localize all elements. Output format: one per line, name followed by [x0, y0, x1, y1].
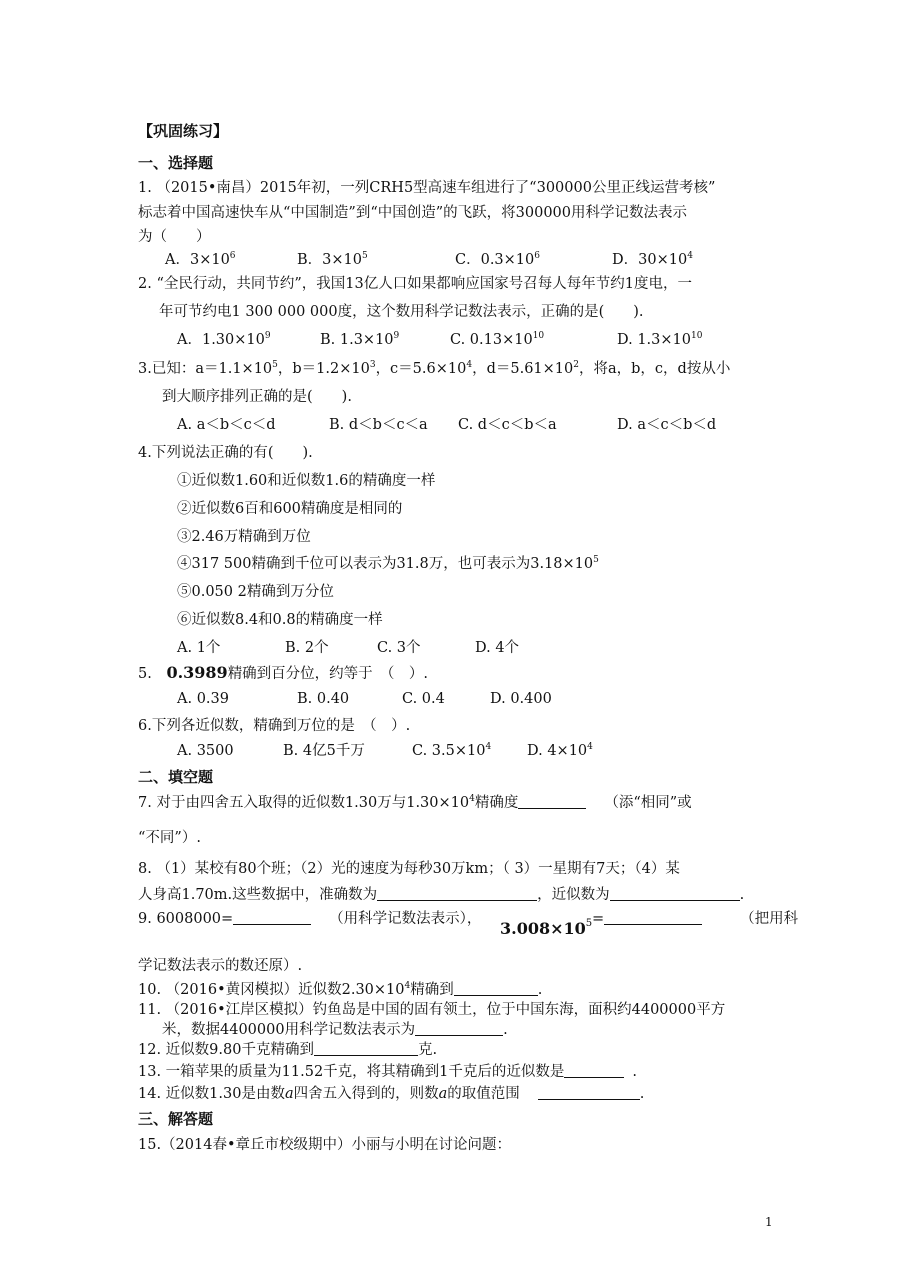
- q12-blank[interactable]: [314, 1042, 418, 1056]
- q4-statement-1: ①近似数1.60和近似数1.6的精确度一样: [177, 473, 436, 489]
- q3-option-a: A. a＜b＜c＜d: [177, 417, 276, 433]
- q4-line1: 4.下列说法正确的有( ).: [138, 445, 313, 461]
- page-number: 1: [765, 1215, 773, 1229]
- q1-option-a: A．$3\times 10^6$: [165, 251, 236, 268]
- q4-statement-4: ④317 500精确到千位可以表示为31.8万，也可表示为$3.18\times 10^5$: [177, 555, 599, 572]
- section-title: 【巩固练习】: [138, 122, 229, 140]
- q4-option-c: C. 3个: [377, 640, 421, 656]
- q2-option-a: A．$1.30\times 10^9$: [177, 331, 271, 348]
- q8-line2: 人身高1.70m.这些数据中，准确数为 ，近似数为 .: [138, 887, 745, 903]
- q1-option-b: B．$3\times 10^5$: [297, 251, 368, 268]
- q11-blank[interactable]: [415, 1022, 503, 1036]
- q4-statement-5: ⑤0.050 2精确到万分位: [177, 584, 334, 600]
- q5-option-b: B. 0.40: [297, 691, 350, 707]
- q4-option-b: B. 2个: [285, 640, 329, 656]
- q9-blank-2[interactable]: [604, 911, 702, 925]
- q15-line: 15.（2014春•章丘市校级期中）小丽与小明在讨论问题：: [138, 1137, 512, 1153]
- q6-option-d: D. $4\times 10^4$: [527, 742, 593, 759]
- q14-line: 14. 近似数1.30是由数a四舍五入得到的，则数a的取值范围 .: [138, 1086, 645, 1102]
- q8-line1: 8. （1）某校有80个班；（2）光的速度为每秒30万km；（ 3）一星期有7天；（4）某: [138, 861, 680, 877]
- q9-blank-1[interactable]: [233, 911, 311, 925]
- q8-blank-exact[interactable]: [377, 887, 537, 901]
- q6-option-c: C. $3.5\times 10^4$: [412, 742, 492, 759]
- q5-option-a: A. 0.39: [177, 691, 229, 707]
- q5-option-d: D. 0.400: [490, 691, 552, 707]
- q4-option-a: A. 1个: [177, 640, 221, 656]
- q6-line1: 6.下列各近似数，精确到万位的是 （ ）.: [138, 718, 411, 734]
- q3-line1: 3.已知：$a=1.1\times 10^5$，$b=1.2\times 10^3$，$c=5.6\times 10^4$，$d=5.61\times 10^2$，将a，b，c，d按从小: [138, 360, 731, 377]
- q3-line2: 到大顺序排列正确的是( ).: [162, 389, 352, 405]
- q2-line1: 2. “全民行动，共同节约”，我国13亿人口如果都响应国家号召每人每年节约1度电，一: [138, 276, 692, 292]
- q11-line1: 11. （2016•江岸区模拟）钓鱼岛是中国的固有领土，位于中国东海，面积约4400000平方: [138, 1002, 726, 1018]
- q9-line1: 9. 6008000= （用科学记数法表示），: [138, 911, 482, 927]
- q4-statement-6: ⑥近似数8.4和0.8的精确度一样: [177, 612, 383, 628]
- q13-line: 13. 一箱苹果的质量为11.52千克，将其精确到1千克后的近似数是 .: [138, 1064, 638, 1080]
- q4-statement-2: ②近似数6百和600精确度是相同的: [177, 501, 403, 517]
- q3-option-c: C. d＜c＜b＜a: [458, 417, 557, 433]
- heading-answer: 三、解答题: [138, 1110, 214, 1128]
- heading-choice: 一、选择题: [138, 154, 214, 172]
- q1-line3: 为（ ）: [138, 229, 211, 245]
- q8-blank-approx[interactable]: [610, 887, 740, 901]
- q2-option-c: C. $0.13\times 10^{10}$: [450, 331, 545, 348]
- q9-line2: 学记数法表示的数还原）.: [138, 958, 303, 974]
- q1-line2: 标志着中国高速快车从“中国制造”到“中国创造”的飞跃，将300000用科学记数法表示: [138, 205, 688, 221]
- q9-line1-end: = （把用科: [592, 911, 799, 927]
- q1-line1: 1. （2015•南昌）2015年初，一列CRH5型高速车组进行了“300000公里正线运营考核”: [138, 180, 716, 196]
- q7-line1: 7. 对于由四舍五入取得的近似数1.30万与$1.30\times 10^4$精确度 （添“相同”或: [138, 794, 692, 811]
- q3-option-d: D. a＜c＜b＜d: [617, 417, 717, 433]
- q5-line1: 5. 0.3989精确到百分位，约等于 （ ）.: [138, 663, 429, 682]
- q6-option-b: B. 4亿5千万: [283, 743, 365, 759]
- q7-line2: “不同”）.: [138, 830, 201, 846]
- q9-expression: $3.008\times 10^5$: [500, 918, 593, 938]
- q6-option-a: A. 3500: [177, 743, 234, 759]
- q1-option-d: D．$30\times 10^4$: [612, 251, 693, 268]
- heading-fill-blank: 二、填空题: [138, 768, 214, 786]
- q2-line2: 年可节约电1 300 000 000度，这个数用科学记数法表示，正确的是( ).: [159, 304, 644, 320]
- q13-blank[interactable]: [564, 1064, 624, 1078]
- q2-option-b: B. $1.3\times 10^9$: [320, 331, 400, 348]
- q4-statement-3: ③2.46万精确到万位: [177, 529, 311, 545]
- q7-blank[interactable]: [518, 795, 586, 809]
- q10-line: 10. （2016•黄冈模拟）近似数$2.30\times 10^4$精确到 .: [138, 981, 543, 998]
- q1-option-c: C．$0.3\times 10^6$: [455, 251, 540, 268]
- q2-option-d: D. $1.3\times 10^{10}$: [617, 331, 703, 348]
- q5-option-c: C. 0.4: [402, 691, 445, 707]
- q5-value: 0.3989: [166, 663, 228, 682]
- q3-option-b: B. d＜b＜c＜a: [329, 417, 428, 433]
- q12-line: 12. 近似数9.80千克精确到 克.: [138, 1042, 438, 1058]
- q11-line2: 米，数据4400000用科学记数法表示为 .: [162, 1022, 508, 1038]
- q10-blank[interactable]: [454, 982, 538, 996]
- q4-option-d: D. 4个: [475, 640, 520, 656]
- q14-blank[interactable]: [538, 1086, 640, 1100]
